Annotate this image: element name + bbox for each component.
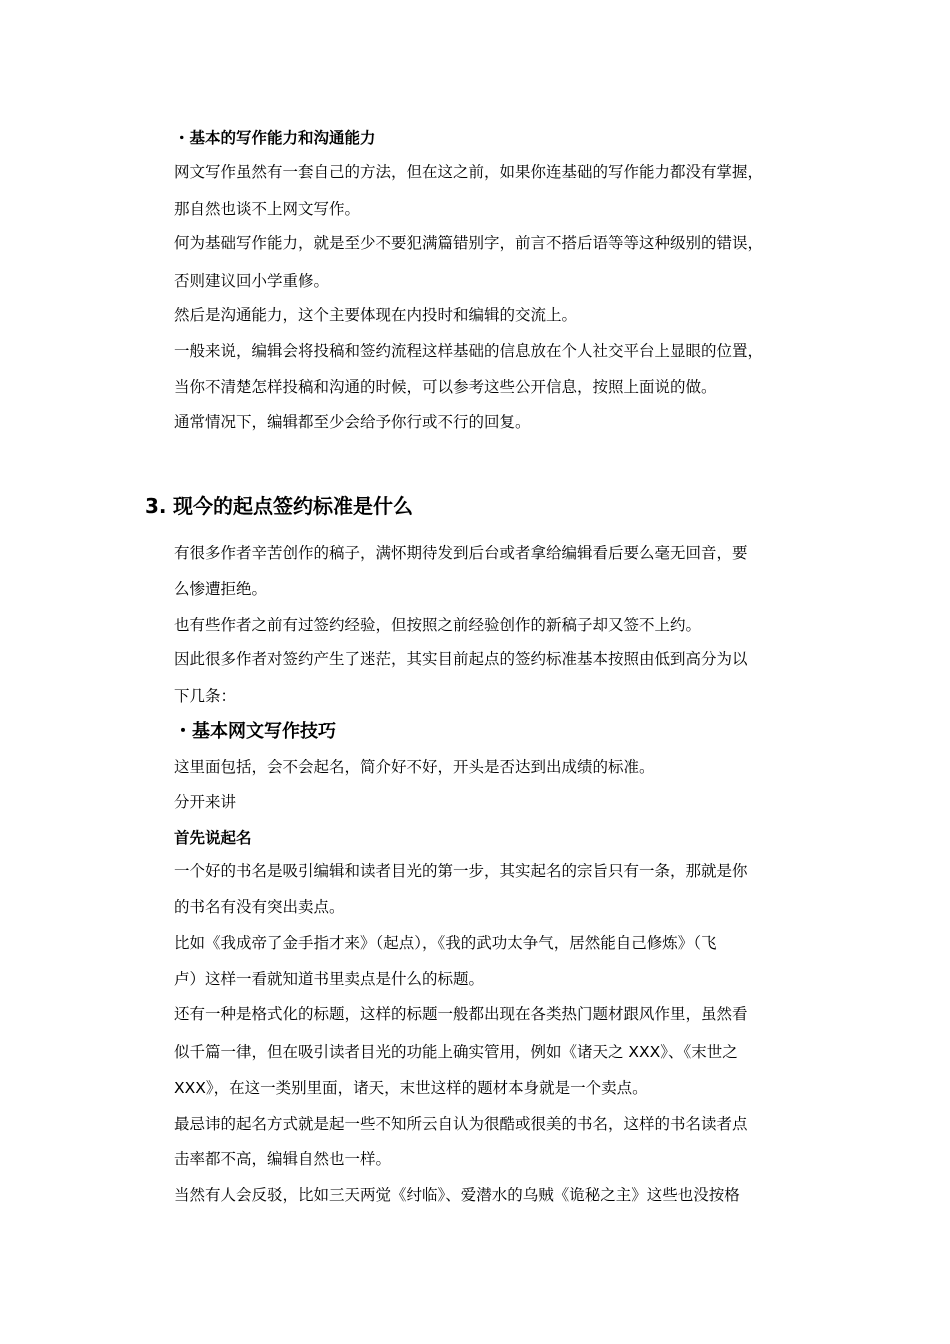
paragraph-line: XXX》，在这一类别里面，诸天，末世这样的题材本身就是一个卖点。 <box>174 1079 648 1097</box>
paragraph-line: 通常情况下，编辑都至少会给予你行或不行的回复。 <box>174 413 531 431</box>
bullet-writing-communication: ・基本的写作能力和沟通能力 <box>174 129 376 147</box>
paragraph-line: 最忌讳的起名方式就是起一些不知所云自认为很酷或很美的书名，这样的书名读者点 <box>174 1115 748 1133</box>
bullet-basic-skills: ・基本网文写作技巧 <box>174 721 336 742</box>
paragraph-line: 么惨遭拒绝。 <box>174 580 268 598</box>
paragraph-line: 当然有人会反驳，比如三天两觉《纣临》、爱潜水的乌贼《诡秘之主》这些也没按格 <box>174 1186 740 1204</box>
paragraph-line: 卢）这样一看就知道书里卖点是什么的标题。 <box>174 970 485 988</box>
paragraph-line: 因此很多作者对签约产生了迷茫，其实目前起点的签约标准基本按照由低到高分为以 <box>174 650 748 668</box>
paragraph-line: 也有些作者之前有过签约经验，但按照之前经验创作的新稿子却又签不上约。 <box>174 616 702 634</box>
subheading-naming: 首先说起名 <box>174 829 252 847</box>
paragraph-line: 然后是沟通能力，这个主要体现在内投时和编辑的交流上。 <box>174 306 578 324</box>
paragraph-line: 一般来说，编辑会将投稿和签约流程这样基础的信息放在个人社交平台上显眼的位置， <box>174 342 764 360</box>
section-title: 现今的起点签约标准是什么 <box>173 494 413 518</box>
paragraph-line: 否则建议回小学重修。 <box>174 272 330 290</box>
paragraph-line: 一个好的书名是吸引编辑和读者目光的第一步，其实起名的宗旨只有一条，那就是你 <box>174 862 748 880</box>
paragraph-line: 当你不清楚怎样投稿和沟通的时候，可以参考这些公开信息，按照上面说的做。 <box>174 378 717 396</box>
section-number: 3. <box>145 494 167 518</box>
paragraph-line: 比如《我成帝了金手指才来》（起点），《我的武功太争气，居然能自己修炼》（飞 <box>174 934 717 952</box>
paragraph-line: 网文写作虽然有一套自己的方法，但在这之前，如果你连基础的写作能力都没有掌握， <box>174 163 764 181</box>
paragraph-line: 分开来讲 <box>174 793 237 811</box>
paragraph-line: 似千篇一律，但在吸引读者目光的功能上确实管用，例如《诸天之 XXX》、《末世之 <box>174 1043 738 1061</box>
paragraph-line: 的书名有没有突出卖点。 <box>174 898 345 916</box>
section-heading <box>145 490 413 519</box>
paragraph-line: 下几条： <box>174 687 237 705</box>
paragraph-line: 这里面包括，会不会起名，简介好不好，开头是否达到出成绩的标准。 <box>174 758 655 776</box>
paragraph-line: 何为基础写作能力，就是至少不要犯满篇错别字，前言不搭后语等等这种级别的错误， <box>174 234 764 252</box>
paragraph-line: 有很多作者辛苦创作的稿子，满怀期待发到后台或者拿给编辑看后要么毫无回音，要 <box>174 544 748 562</box>
paragraph-line: 还有一种是格式化的标题，这样的标题一般都出现在各类热门题材跟风作里，虽然看 <box>174 1005 748 1023</box>
paragraph-line: 击率都不高，编辑自然也一样。 <box>174 1150 392 1168</box>
paragraph-line: 那自然也谈不上网文写作。 <box>174 200 361 218</box>
